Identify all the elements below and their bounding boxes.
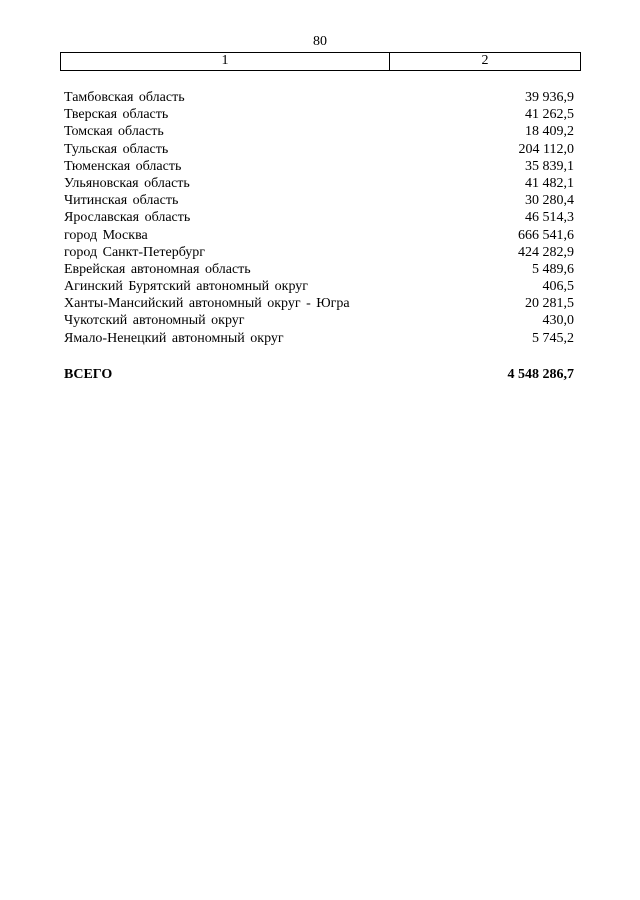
table-row	[64, 261, 574, 278]
region-value: 430,0	[542, 313, 574, 329]
region-name: Чукотский автономный округ	[64, 313, 245, 329]
region-value: 5 745,2	[532, 330, 574, 346]
table-row	[64, 295, 574, 312]
region-name: Читинская область	[64, 193, 179, 209]
region-value: 41 262,5	[525, 107, 574, 123]
region-value: 406,5	[542, 279, 574, 295]
table-row	[64, 106, 574, 123]
region-value: 46 514,3	[525, 210, 574, 226]
region-value: 424 282,9	[518, 244, 574, 260]
table-row	[64, 209, 574, 226]
table-row	[64, 175, 574, 192]
region-value: 204 112,0	[518, 141, 574, 157]
table-row	[64, 141, 574, 158]
region-name: Ханты-Мансийский автономный округ - Югра	[64, 296, 350, 312]
region-name: Тюменская область	[64, 158, 182, 174]
region-value: 18 409,2	[525, 124, 574, 140]
page-number: 80	[313, 34, 327, 49]
table-row	[64, 192, 574, 209]
table-row	[64, 330, 574, 347]
region-name: город Москва	[64, 227, 148, 243]
region-value: 5 489,6	[532, 261, 574, 277]
region-name: Ульяновская область	[64, 175, 190, 191]
region-name: Тверская область	[64, 107, 169, 123]
region-table-body	[64, 89, 574, 347]
total-row	[64, 366, 574, 384]
region-name: Еврейская автономная область	[64, 261, 251, 277]
region-value: 666 541,6	[518, 227, 574, 243]
region-name: Ярославская область	[64, 210, 191, 226]
table-row	[64, 244, 574, 261]
region-name: Томская область	[64, 124, 164, 140]
table-row	[64, 89, 574, 106]
table-row	[64, 278, 574, 295]
column-1-header: 1	[61, 53, 390, 70]
total-value: 4 548 286,7	[507, 367, 574, 382]
region-value: 20 281,5	[525, 296, 574, 312]
region-value: 30 280,4	[525, 193, 574, 209]
column-2-header: 2	[481, 53, 489, 68]
region-name: Тамбовская область	[64, 90, 185, 105]
region-value: 39 936,9	[525, 90, 574, 105]
table-row	[64, 123, 574, 140]
region-name: Агинский Бурятский автономный округ	[64, 279, 308, 295]
table-row	[64, 227, 574, 244]
total-label: ВСЕГО	[64, 367, 113, 382]
region-name: город Санкт-Петербург	[64, 244, 206, 260]
region-value: 41 482,1	[525, 175, 574, 191]
table-column-header	[60, 52, 581, 71]
table-row	[64, 158, 574, 175]
region-value: 35 839,1	[525, 158, 574, 174]
table-row	[64, 312, 574, 329]
region-name: Ямало-Ненецкий автономный округ	[64, 330, 284, 346]
region-name: Тульская область	[64, 141, 169, 157]
